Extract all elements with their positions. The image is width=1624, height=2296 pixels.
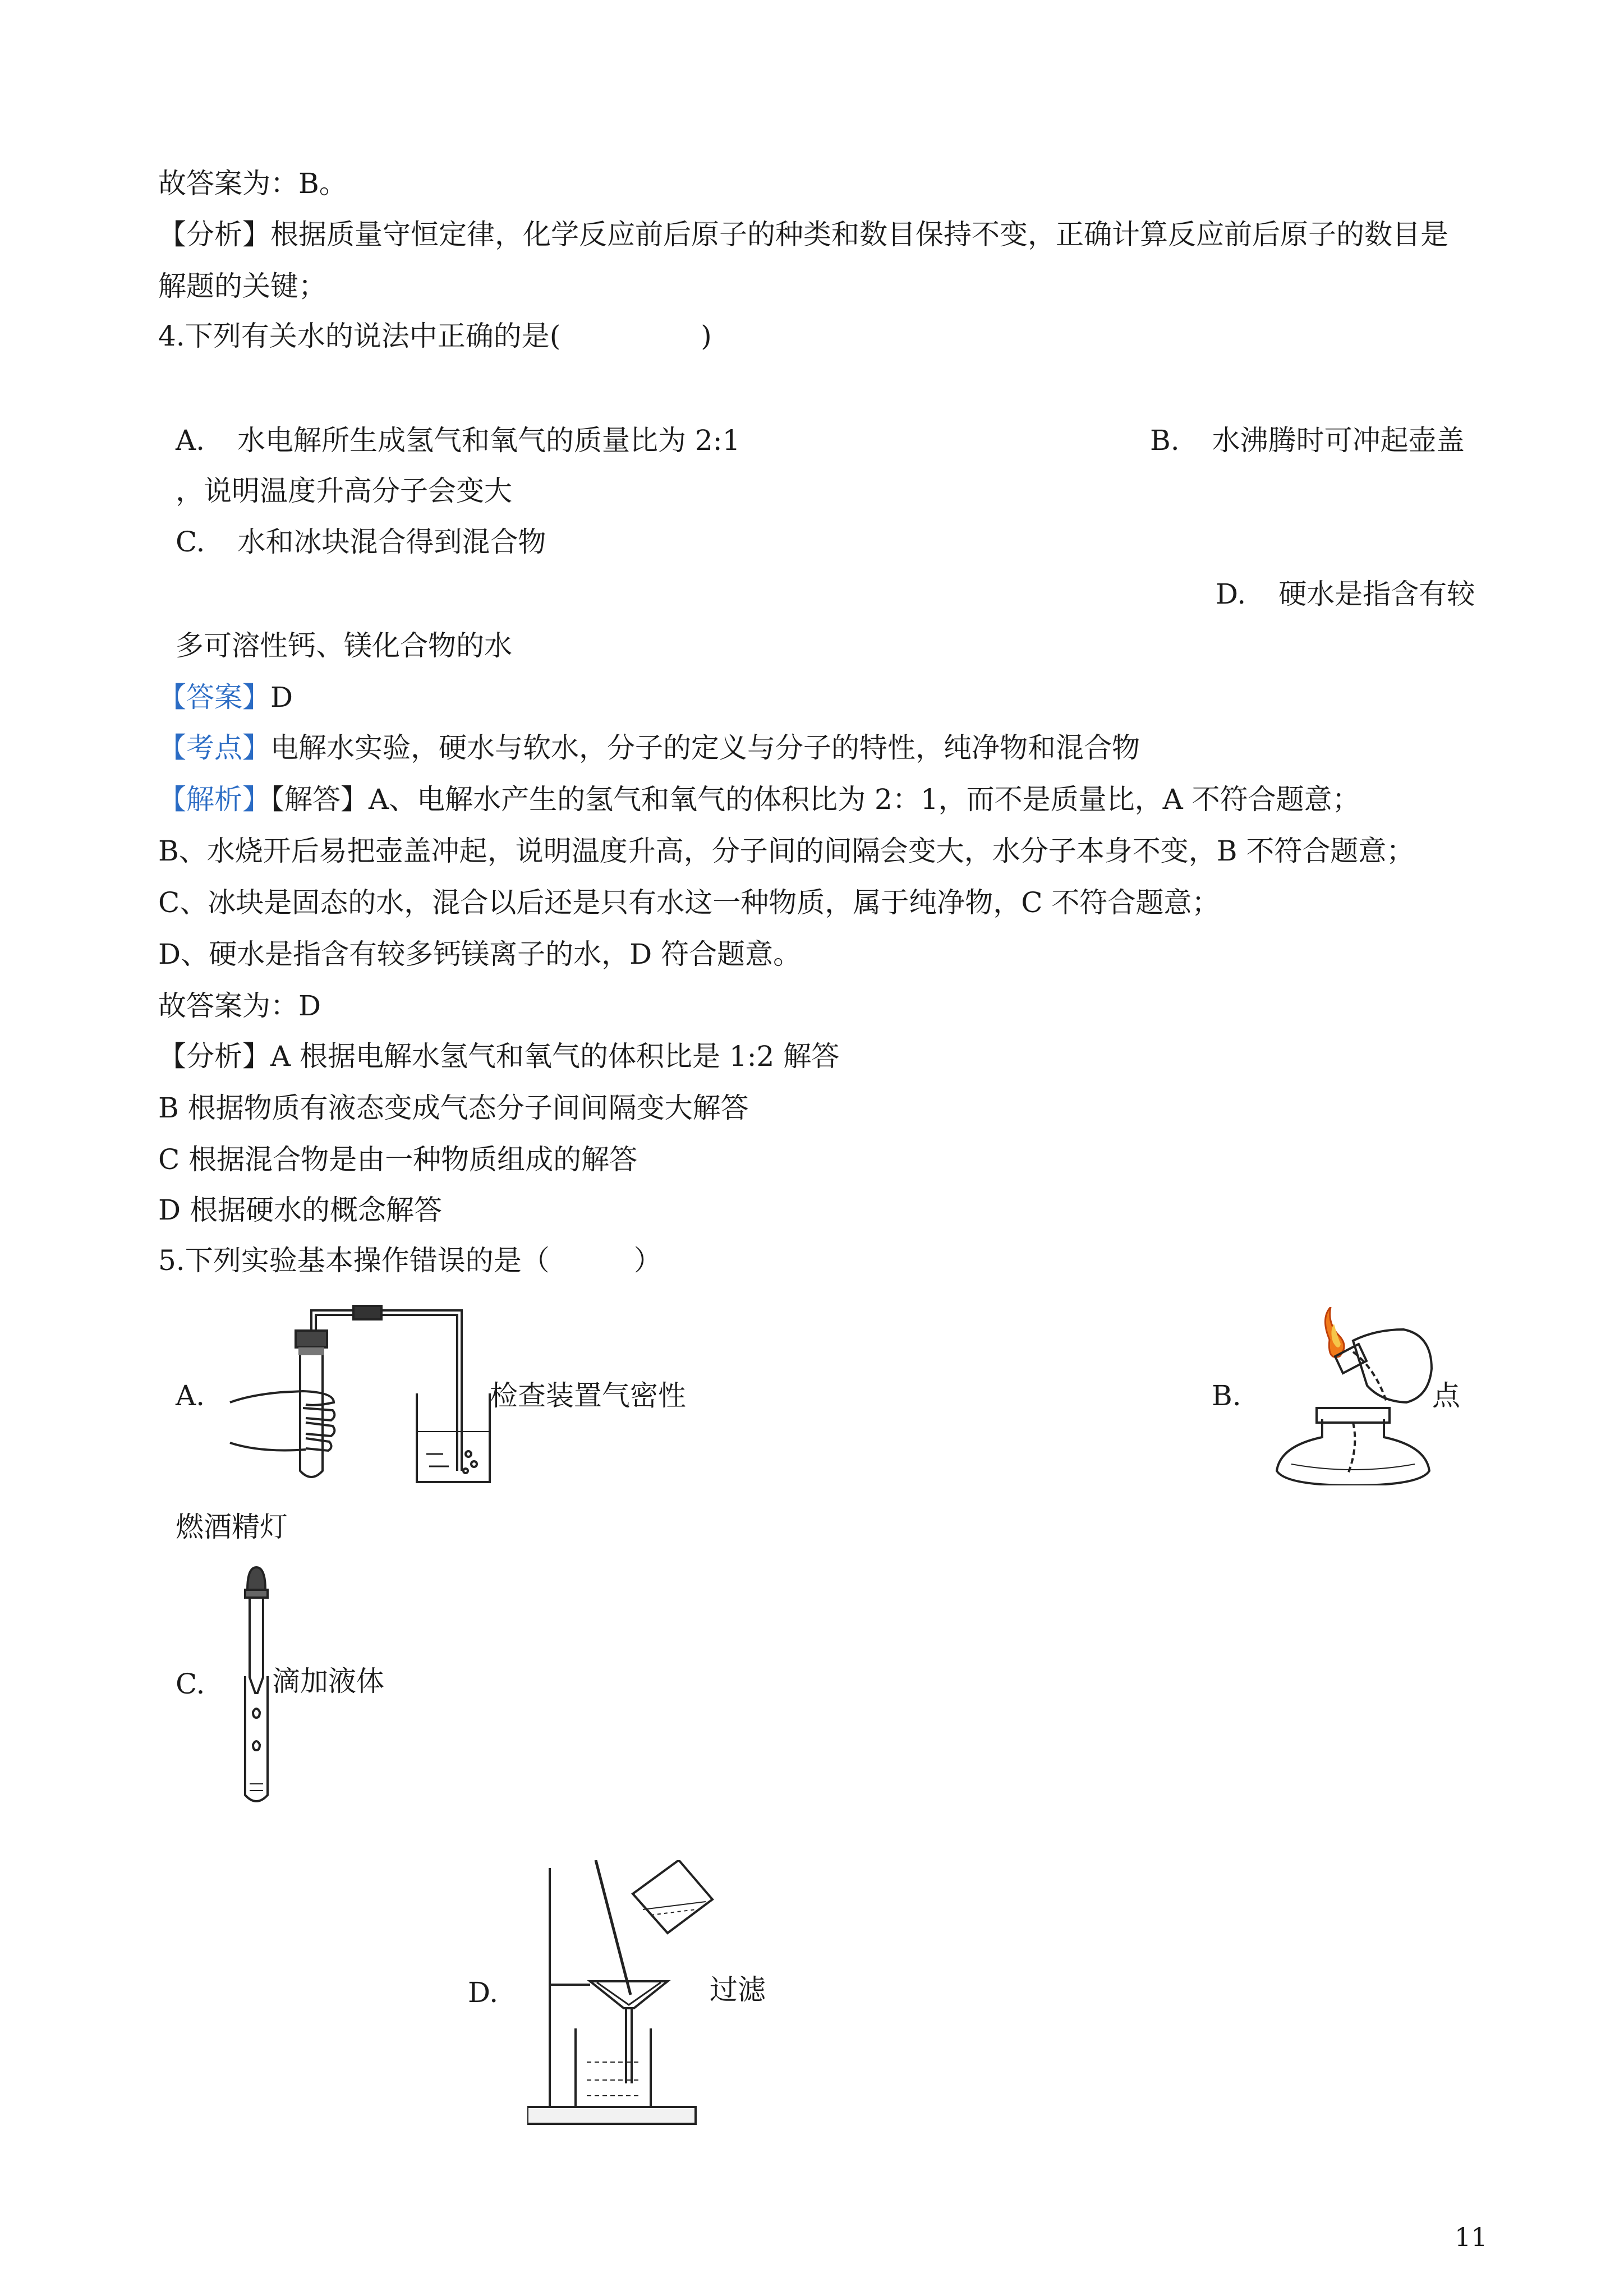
q4-kaodian: [158, 731, 1140, 764]
q4-stem: 4.下列有关水的说法中正确的是( ): [158, 320, 712, 352]
q4-option-b-text: 水沸腾时可冲起壶盖: [1212, 424, 1465, 457]
q4-option-c-letter: C.: [176, 526, 205, 558]
q4-option-a-text: 水电解所生成氢气和氧气的质量比为 2:1: [237, 424, 740, 457]
q4-option-b-cont: ，说明温度升高分子会变大: [176, 475, 512, 507]
q4-jiexi-line-2: B、水烧开后易把壶盖冲起，说明温度升高，分子间的间隔会变大，水分子本身不变，B 不符合题意；: [158, 835, 1415, 867]
q5-option-a-letter: A.: [176, 1379, 205, 1412]
q5-option-c-letter: C.: [176, 1668, 205, 1700]
q4-option-a-letter: A.: [176, 424, 205, 457]
q4-analysis-line-2: B 根据物质有液态变成气态分子间间隔变大解答: [158, 1092, 749, 1124]
prev-answer-line: 故答案为：B。: [158, 167, 347, 200]
prev-analysis: [158, 220, 1448, 249]
q4-kaodian-tag: 【考点】: [158, 731, 270, 764]
q4-analysis-line-1: [158, 1040, 840, 1073]
q4-analysis-tag: 【分析】: [158, 1040, 270, 1073]
q4-jiexi-tag: 【解析】: [158, 783, 270, 816]
q4-option-d-cont: 多可溶性钙、镁化合物的水: [176, 629, 512, 662]
q4-option-b-letter: B.: [1150, 424, 1180, 457]
q5-option-d-text: 过滤: [710, 1973, 766, 2006]
q5-stem: 5.下列实验基本操作错误的是（ ）: [158, 1244, 662, 1277]
q4-analysis-line-4: D 根据硬水的概念解答: [158, 1194, 442, 1226]
q5-option-c-text: 滴加液体: [272, 1665, 384, 1697]
q4-answer: [158, 681, 293, 714]
q4-option-c: [176, 528, 546, 556]
q4-jiexi-line-3: C、冰块是固态的水，混合以后还是只有水这一种物质，属于纯净物，C 不符合题意；: [158, 886, 1220, 919]
q4-jiexi-text-1: 【解答】A、电解水产生的氢气和氧气的体积比为 2：1，而不是质量比，A 不符合题意；: [270, 783, 1360, 816]
q5-option-a-text: 检查装置气密性: [490, 1379, 686, 1412]
alcohol-lamp-figure: [1269, 1307, 1437, 1485]
q4-option-d: [1216, 580, 1475, 608]
q4-option-c-text: 水和冰块混合得到混合物: [237, 526, 546, 558]
prev-analysis-text-1: 根据质量守恒定律，化学反应前后原子的种类和数目保持不变，正确计算反应前后原子的数目是: [270, 218, 1448, 251]
airtightness-check-figure: [227, 1303, 491, 1488]
prev-analysis-tag: 【分析】: [158, 218, 270, 251]
q4-answer-value: D: [270, 681, 293, 714]
q4-analysis-text-1: A 根据电解水氢气和氧气的体积比是 1:2 解答: [270, 1040, 840, 1073]
q5-option-b-text-cont: 燃酒精灯: [176, 1511, 288, 1543]
q4-answer-tag: 【答案】: [158, 681, 270, 714]
page-number: 11: [1455, 2222, 1488, 2252]
q4-option-d-letter: D.: [1216, 578, 1246, 610]
q4-jiexi-line-4: D、硬水是指含有较多钙镁离子的水，D 符合题意。: [158, 938, 802, 970]
q4-analysis-line-3: C 根据混合物是由一种物质组成的解答: [158, 1143, 638, 1176]
q4-option-a: [176, 424, 740, 457]
prev-analysis-text-2: 解题的关键；: [158, 270, 326, 302]
q5-option-b-letter: B.: [1212, 1379, 1241, 1412]
q4-final-answer: 故答案为：D: [158, 990, 321, 1022]
q4-option-b: [1150, 424, 1465, 457]
q5-option-b-text: 点: [1432, 1379, 1460, 1412]
q4-jiexi-line-1: [158, 783, 1360, 816]
q4-kaodian-text: 电解水实验，硬水与软水，分子的定义与分子的特性，纯净物和混合物: [270, 731, 1140, 764]
filtration-figure: [527, 1860, 724, 2127]
q4-option-d-text: 硬水是指含有较: [1278, 578, 1475, 610]
q5-option-d-letter: D.: [468, 1976, 499, 2009]
